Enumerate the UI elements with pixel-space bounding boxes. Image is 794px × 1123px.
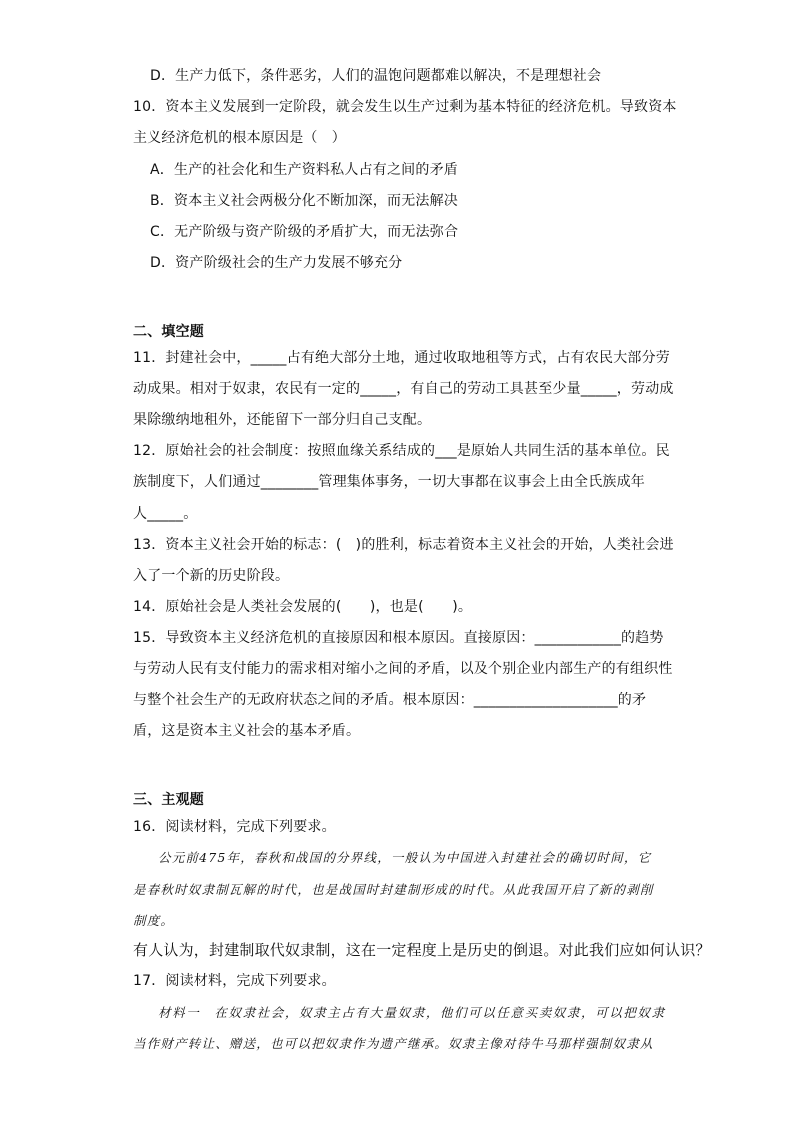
q15-line2: 与劳动人民有支付能力的需求相对缩小之间的矛盾，以及个别企业内部生产的有组织性 bbox=[133, 661, 673, 677]
q10-option-d: D．资产阶级社会的生产力发展不够充分 bbox=[150, 255, 403, 271]
section-title-fill-blank: 二、填空题 bbox=[133, 324, 204, 340]
q12-line3: 人_____。 bbox=[133, 506, 198, 522]
q15-line4: 盾，这是资本主义社会的基本矛盾。 bbox=[133, 723, 361, 739]
section-title-subjective: 三、主观题 bbox=[133, 792, 204, 808]
q10-option-a: A．生产的社会化和生产资料私人占有之间的矛盾 bbox=[150, 162, 458, 178]
q15-line3: 与整个社会生产的无政府状态之间的矛盾。根本原因：____________________的矛 bbox=[133, 692, 647, 708]
q17-stem: 17．阅读材料，完成下列要求。 bbox=[133, 973, 336, 989]
q12-line2: 族制度下，人们通过________管理集体事务，一切大事都在议事会上由全氏族成年 bbox=[133, 474, 645, 490]
q16-material-line2: 是春秋时奴隶制瓦解的时代，也是战国时封建制形成的时代。从此我国开启了新的剥削 bbox=[133, 882, 654, 897]
q16-question: 有人认为，封建制取代奴隶制，这在一定程度上是历史的倒退。对此我们应如何认识？ bbox=[133, 941, 711, 959]
q13-line1: 13．资本主义社会开始的标志：( )的胜利，标志着资本主义社会的开始，人类社会进 bbox=[133, 537, 674, 553]
q9-option-d: D．生产力低下，条件恶劣，人们的温饱问题都难以解决，不是理想社会 bbox=[150, 68, 602, 84]
q10-stem-line2: 主义经济危机的根本原因是（ ） bbox=[133, 130, 346, 146]
q17-material-line2: 当作财产转让、赠送，也可以把奴隶作为遗产继承。奴隶主像对待牛马那样强制奴隶从 bbox=[133, 1036, 654, 1051]
q13-line2: 入了一个新的历史阶段。 bbox=[133, 568, 290, 584]
q17-material-line1: 材料一 在奴隶社会，奴隶主占有大量奴隶，他们可以任意买卖奴隶，可以把奴隶 bbox=[158, 1005, 666, 1020]
q10-stem-line1: 10．资本主义发展到一定阶段，就会发生以生产过剩为基本特征的经济危机。导致资本 bbox=[133, 99, 677, 115]
q11-line2: 动成果。相对于奴隶，农民有一定的_____，有自己的劳动工具甚至少量_____，劳动成 bbox=[133, 381, 674, 397]
q12-line1: 12．原始社会的社会制度：按照血缘关系结成的___是原始人共同生活的基本单位。民 bbox=[133, 443, 670, 459]
q16-material-line1: 公元前475年，春秋和战国的分界线，一般认为中国进入封建社会的确切时间，它 bbox=[158, 850, 652, 865]
q16-material-line3: 制度。 bbox=[133, 913, 175, 928]
q16-stem: 16．阅读材料，完成下列要求。 bbox=[133, 819, 336, 835]
q10-option-b: B．资本主义社会两极分化不断加深，而无法解决 bbox=[150, 193, 459, 209]
q11-line3: 果除缴纳地租外，还能留下一部分归自己支配。 bbox=[133, 412, 432, 428]
q15-line1: 15．导致资本主义经济危机的直接原因和根本原因。直接原因：____________的趋势 bbox=[133, 630, 664, 646]
q14-line1: 14．原始社会是人类社会发展的( )，也是( )。 bbox=[133, 599, 473, 615]
q11-line1: 11．封建社会中，_____占有绝大部分土地，通过收取地租等方式，占有农民大部分劳 bbox=[133, 350, 671, 366]
q10-option-c: C．无产阶级与资产阶级的矛盾扩大，而无法弥合 bbox=[150, 224, 459, 240]
